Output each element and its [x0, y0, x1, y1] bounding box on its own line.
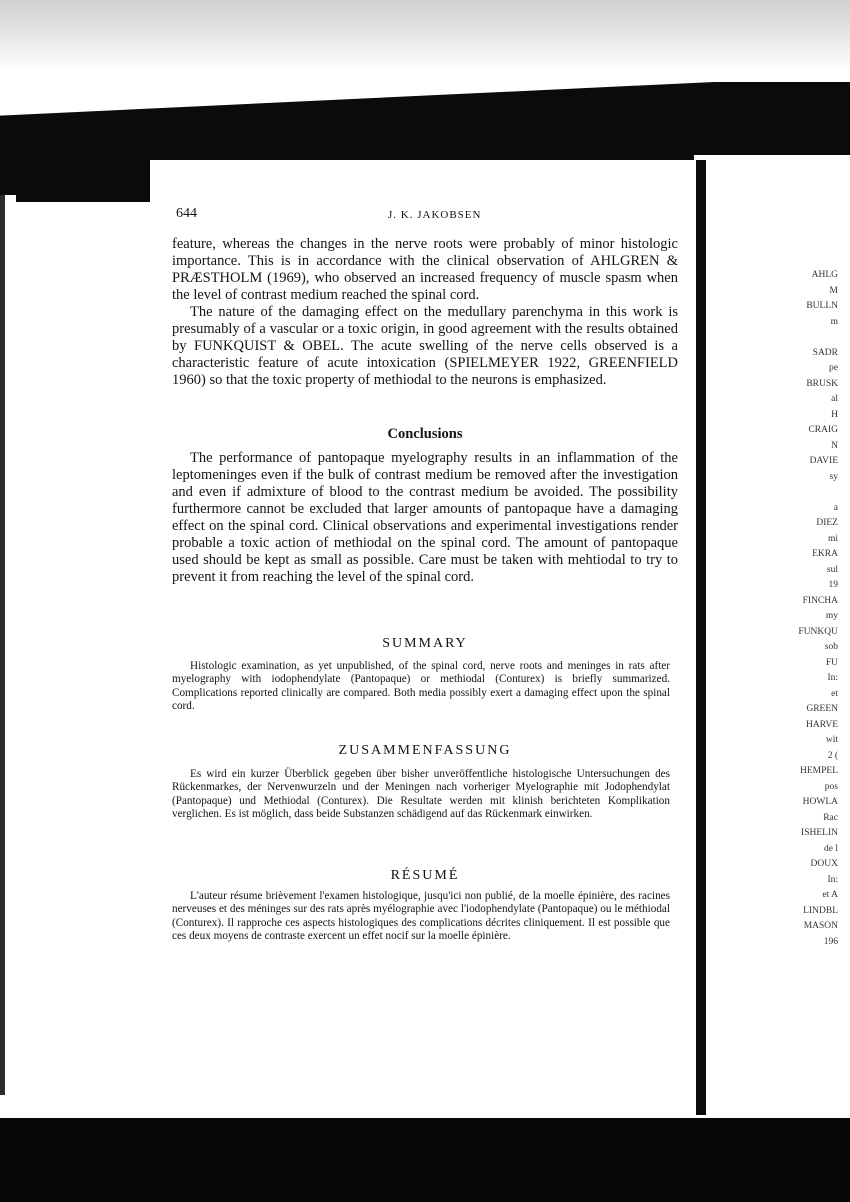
margin-fragment: sy — [829, 471, 838, 482]
resume-text: L'auteur résume brièvement l'examen histologique, jusqu'ici non publié, de la moelle épinière, des racines nerveuses et des méninges sur des rats après myélographie avec l'iodophendylate (Pantopaque) ou le méthiodal (Conturex). Il rapproche ces aspects histologiques des complications décrites cliniquement. Il est possible que ces deux moyens de contraste exercent un effet nocif sur la moelle épinière. — [172, 890, 670, 942]
margin-fragment: AHLG — [811, 270, 838, 280]
margin-fragment — [716, 330, 846, 346]
zusammenfassung-text: Es wird ein kurzer Überblick gegeben über bisher unveröffentliche histologische Untersuchungen des Rückenmarkes, der Nervenwurzeln und der Meningen nach vorheriger Myelographie mit Jodophendylat (Pantopaque) und Methiodal (Conturex). Die Resultate werden mit klinish berichteten Komplikation verglichen. Es ist möglich, dass beide Substanzen schädigend auf das Rückenmark einwirken. — [172, 768, 670, 820]
page-number: 644 — [176, 206, 197, 221]
margin-fragment: my — [825, 611, 838, 621]
margin-fragment: et — [831, 688, 838, 699]
margin-fragment: GREEN — [806, 704, 838, 714]
running-title: J. K. JAKOBSEN — [388, 209, 482, 221]
margin-fragment — [716, 485, 846, 501]
paragraph-2: The nature of the damaging effect on the medullary parenchyma in this work is presumably of a vascular or a toxic origin, in good agreement with the results obtained by FUNKQUIST & OBEL. The acute swelling of the nerve cells observed is a characteristic feature of acute intoxication (SPIELMEYER 1922, GREENFIELD 1960) so that the toxic property of methiodal to the neurons is emphasized. — [172, 304, 678, 388]
resume-section — [172, 890, 670, 943]
resume-heading: RÉSUMÉ — [390, 868, 460, 883]
conclusions-section — [172, 450, 678, 586]
zusammenfassung-heading: ZUSAMMENFASSUNG — [338, 743, 512, 758]
margin-fragment: In: — [827, 673, 838, 683]
margin-fragment: H — [831, 409, 838, 420]
zusammenfassung-section — [172, 768, 670, 821]
margin-fragment: al — [831, 394, 838, 404]
scan-shadow-top — [0, 0, 850, 72]
margin-fragment: ISHELIN — [801, 828, 838, 838]
margin-fragment: HARVE — [806, 719, 838, 730]
margin-fragment: DAVIE — [809, 456, 838, 466]
margin-fragment: pos — [824, 781, 838, 792]
margin-fragment: MASON — [803, 921, 838, 931]
margin-fragment: wit — [825, 735, 838, 745]
margin-fragment: a — [833, 502, 838, 513]
margin-fragment: DIEZ — [816, 518, 838, 528]
margin-fragment: 196 — [823, 936, 838, 947]
margin-fragment: de l — [824, 843, 838, 854]
margin-fragment: M — [829, 285, 838, 296]
margin-fragment: In: — [827, 874, 838, 885]
summary-section — [172, 660, 670, 713]
summary-heading: SUMMARY — [382, 636, 468, 651]
scan-left-edge — [0, 195, 16, 1095]
margin-fragment: 19 — [828, 580, 838, 590]
margin-fragment: BULLN — [806, 301, 838, 311]
margin-fragment: FUNKQU — [798, 626, 838, 637]
paragraph-1: feature, whereas the changes in the nerve roots were probably of minor histologic importance. This is in accordance with the clinical observation of AHLGREN & PRÆSTHOLM (1969), who observed an increased frequency of muscle spasm when the level of contrast medium reached the spinal cord. — [172, 236, 678, 303]
margin-fragment: FINCHA — [802, 595, 838, 606]
margin-fragment: EKRA — [812, 549, 838, 559]
margin-fragment: mi — [827, 533, 838, 544]
margin-fragment: BRUSK — [806, 378, 838, 389]
margin-fragment: HOWLA — [802, 797, 838, 807]
scan-black-band-bottom — [0, 1118, 850, 1202]
margin-fragment: m — [830, 316, 838, 327]
margin-fragment: sul — [826, 564, 838, 575]
margin-fragment: N — [831, 440, 838, 451]
margin-fragment: et A — [822, 890, 838, 900]
conclusions-text: The performance of pantopaque myelography results in an inflammation of the leptomeninges even if the bulk of contrast medium be removed after the investigation and even if admixture of blood to the contrast medium be avoided. The possibility furthermore cannot be excluded that larger amounts of pantopaque have a damaging effect on the spinal cord. Clinical observations and experimental investigations render probable a toxic action of methiodal on the spinal cord. The amount of pantopaque used should be kept as small as possible. Care must be taken with mehtiodal to try to prevent it from reaching the level of the spinal cord. — [172, 450, 678, 585]
margin-fragment: 2 ( — [827, 750, 838, 761]
margin-fragment: LINDBL — [803, 905, 838, 916]
margin-fragment: DOUX — [810, 859, 838, 869]
summary-text: Histologic examination, as yet unpublished, of the spinal cord, nerve roots and meninges in rats after myelography with iodophendylate (Pantopaque) or methiodal (Conturex) is briefly summarized. Complications reported clinically are compared. Both media possibly exert a damaging effect upon the spinal cord. — [172, 660, 670, 712]
margin-fragment: pe — [829, 363, 838, 373]
margin-fragment: Rac — [823, 812, 838, 823]
conclusions-heading: Conclusions — [387, 426, 463, 442]
margin-fragment: SADR — [812, 347, 838, 358]
facing-page-fragments — [716, 268, 846, 950]
page-header — [176, 206, 676, 228]
discussion-text — [172, 236, 678, 389]
margin-fragment: FU — [825, 657, 838, 668]
margin-fragment: sob — [824, 642, 838, 652]
margin-fragment: CRAIG — [808, 425, 838, 435]
margin-fragment: HEMPEL — [800, 766, 838, 776]
